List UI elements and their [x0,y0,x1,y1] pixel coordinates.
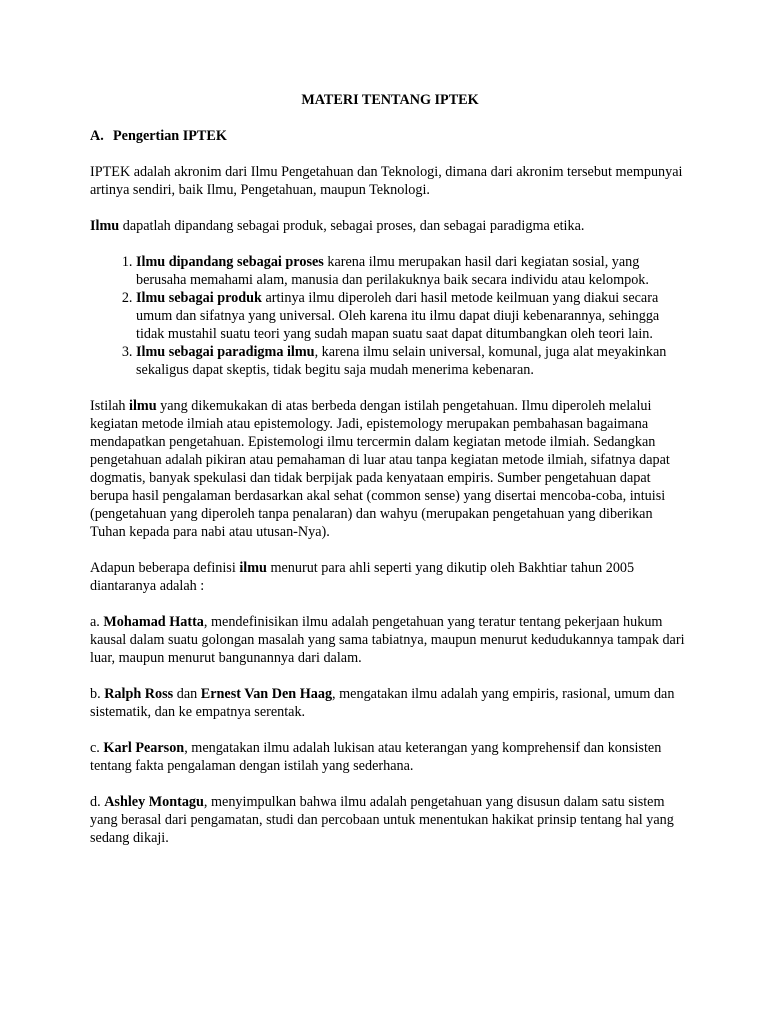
istilah-term: ilmu [129,398,157,414]
ilmu-paragraph [90,217,690,235]
list-item [136,343,690,379]
definition-text: , mengatakan ilmu adalah lukisan atau keterangan yang komprehensif dan konsisten tentang fakta pengalaman dengan istilah yang sederhana. [90,740,662,774]
definition-prefix: b. [90,686,105,702]
section-heading-a [90,127,690,145]
istilah-pre: Istilah [90,398,130,414]
definition-name-2: Ernest Van Den Haag [200,686,333,702]
definition-name: Karl Pearson [103,740,185,756]
section-heading-text: Pengertian IPTEK [113,128,227,144]
document-title: MATERI TENTANG IPTEK [301,92,479,108]
list-item [136,289,690,343]
section-letter: A. [90,128,104,144]
adapun-pre: Adapun beberapa definisi [90,560,240,576]
definition-a [90,613,690,667]
definition-c [90,739,690,775]
ilmu-term: Ilmu [90,218,120,234]
definition-mid: dan [173,686,201,702]
definition-name: Mohamad Hatta [103,614,204,630]
definition-prefix: d. [90,794,105,810]
list-item [136,253,690,289]
adapun-term: ilmu [239,560,267,576]
list-item-text: karena ilmu merupakan hasil dari kegiatan sosial, yang berusaha memahami alam, manusia dan perilakuknya baik secara individu atau kelompok. [136,254,649,288]
list-item-term: Ilmu dipandang sebagai proses [136,254,324,270]
adapun-paragraph [90,559,690,595]
list-item-term: Ilmu sebagai paradigma ilmu [136,344,315,360]
list-item-term: Ilmu sebagai produk [136,290,262,306]
definition-b [90,685,690,721]
istilah-paragraph [90,397,690,541]
adapun-text: menurut para ahli seperti yang dikutip oleh Bakhtiar tahun 2005 diantaranya adalah : [90,560,635,594]
intro-paragraph: IPTEK adalah akronim dari Ilmu Pengetahuan dan Teknologi, dimana dari akronim tersebut mempunyai artinya sendiri, baik Ilmu, Pengetahuan, maupun Teknologi. [90,164,683,198]
document-page [90,91,690,865]
ilmu-paragraph-text: dapatlah dipandang sebagai produk, sebagai proses, dan sebagai paradigma etika. [119,218,585,234]
definition-text: , menyimpulkan bahwa ilmu adalah pengetahuan yang disusun dalam satu sistem yang berasal dari pengamatan, studi dan percobaan untuk menentukan hakikat prinsip tentang hal yang sedang dikaji. [90,794,674,846]
definition-text: , mengatakan ilmu adalah yang empiris, rasional, umum dan sistematik, dan ke empatnya serentak. [90,686,675,720]
definition-name: Ashley Montagu [104,794,204,810]
definition-prefix: a. [90,614,104,630]
list-item-text: artinya ilmu diperoleh dari hasil metode keilmuan yang diakui secara umum dan sifatnya yang universal. Oleh karena itu ilmu dapat diuji kebenarannya, sehingga tidak mustahil suatu teori yang sudah mapan suatu saat dapat ditumbangkan oleh teori lain. [136,290,660,342]
definition-name-1: Ralph Ross [104,686,174,702]
istilah-text: yang dikemukakan di atas berbeda dengan istilah pengetahuan. Ilmu diperoleh melalui kegiatan metode ilmiah atau epistemology. Jadi, epistemology merupakan pembahasan bagaimana mendapatkan pengetahuan. Epistemologi ilmu tercermin dalam kegiatan metode ilmiah. Sedangkan pengetahuan adalah pikiran atau pemahaman di luar atau tanpa kegiatan metode ilmiah, sifatnya dapat dogmatis, banyak spekulasi dan tidak berpijak pada kenyataan empiris. Sumber pengetahuan dapat berupa hasil pengalaman berdasarkan akal sehat (common sense) yang disertai mencoba-coba, intuisi (pengetahuan yang diperoleh tanpa penalaran) dan wahyu (merupakan pengetahuan yang diberikan Tuhan kepada para nabi atau utusan-Nya). [90,398,670,540]
definition-text: , mendefinisikan ilmu adalah pengetahuan yang teratur tentang pekerjaan hukum kausal dalam suatu golongan masalah yang sama tabiatnya, maupun menurut kedudukannya tampak dari luar, maupun menurut bangunannya dari dalam. [90,614,685,666]
definition-d [90,793,690,847]
list-item-text: , karena ilmu selain universal, komunal, juga alat meyakinkan sekaligus dapat skeptis, tidak begitu saja mudah menerima kebenaran. [136,344,667,378]
definition-prefix: c. [90,740,104,756]
ilmu-list [90,253,690,379]
